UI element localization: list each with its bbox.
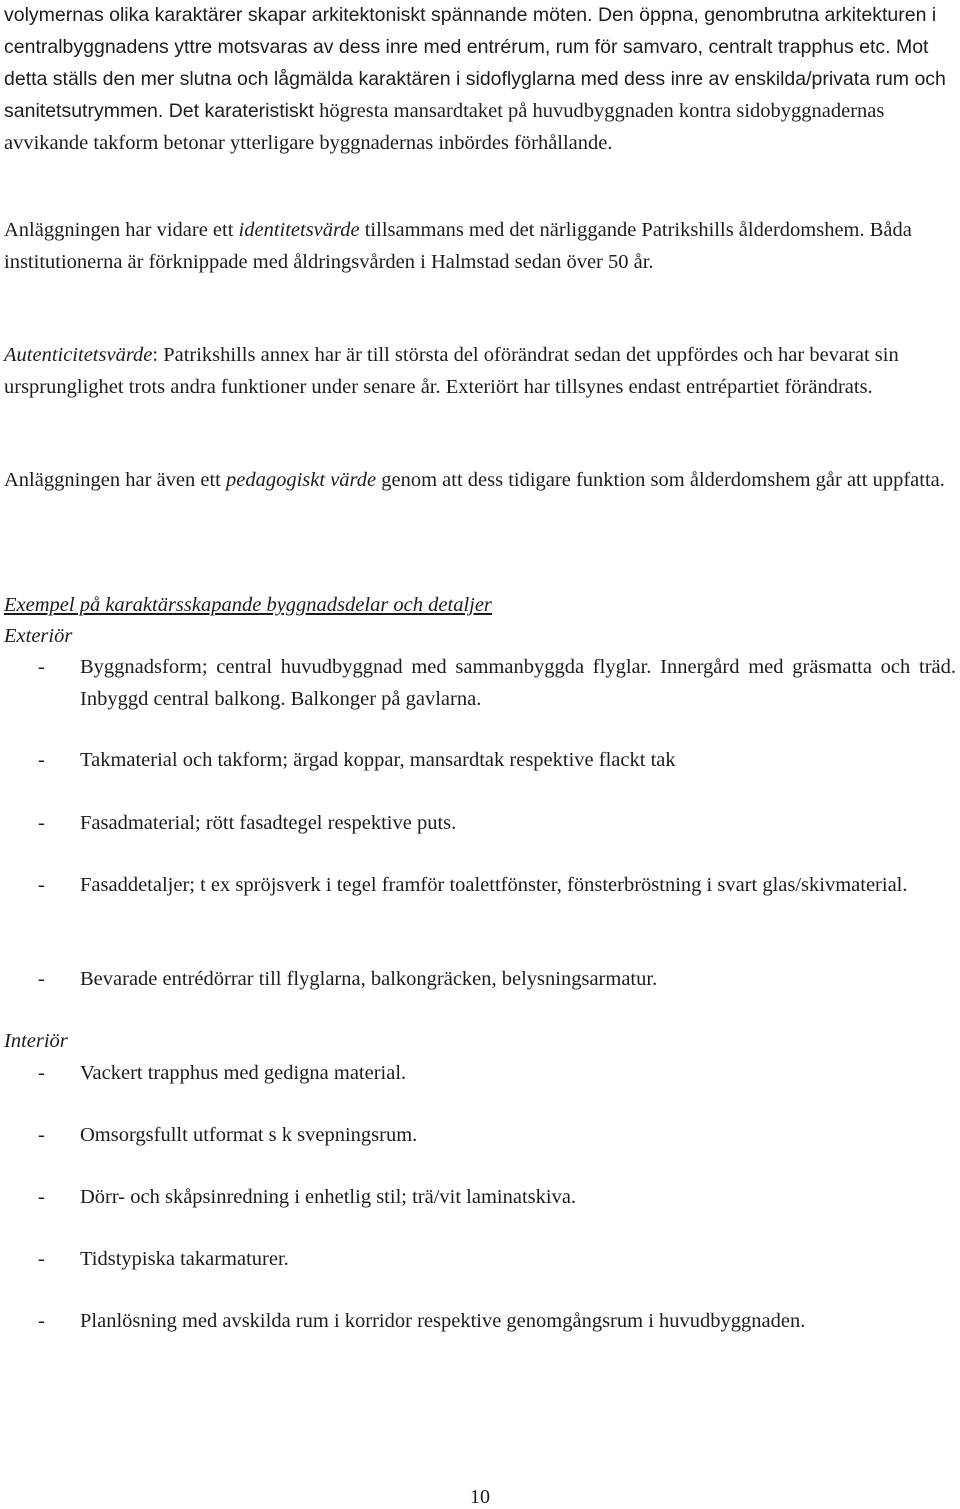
intro-paragraph xyxy=(4,0,956,159)
list-item xyxy=(4,651,956,715)
list-item-text: Bevarade entrédörrar till flyglarna, balkongräcken, belysningsarmatur. xyxy=(80,968,658,990)
list-item-text: Dörr- och skåpsinredning i enhetlig stil; trä/vit laminatskiva. xyxy=(80,1186,577,1208)
interior-label: Interiör xyxy=(4,1030,68,1052)
list-dash: - xyxy=(38,749,45,771)
list-dash: - xyxy=(38,656,45,678)
identity-paragraph xyxy=(4,214,956,278)
list-item xyxy=(4,869,956,901)
list-item xyxy=(4,1181,956,1213)
list-dash: - xyxy=(38,1062,45,1084)
pedagogic-text-before: Anläggningen har även ett xyxy=(4,469,227,491)
pedagogic-text-after: genom att dess tidigare funktion som ålderdomshem går att uppfatta. xyxy=(376,469,945,491)
identity-text-before: Anläggningen har vidare ett xyxy=(4,219,239,241)
list-dash: - xyxy=(38,812,45,834)
list-item-text: Takmaterial och takform; ärgad koppar, mansardtak respektive flackt tak xyxy=(80,749,676,771)
list-item xyxy=(4,744,956,776)
exterior-label: Exteriör xyxy=(4,625,73,647)
intro-serif-text: högresta mansardtaket på huvudbyggnaden kontra sidobyggnadernas avvikande takform betonar ytterligare byggnadernas inbördes förhållande. xyxy=(4,100,885,154)
list-item xyxy=(4,1243,956,1275)
authenticity-paragraph xyxy=(4,339,956,403)
list-dash: - xyxy=(38,1248,45,1270)
examples-heading: Exempel på karaktärsskapande byggnadsdelar och detaljer xyxy=(4,594,492,616)
list-item xyxy=(4,963,956,995)
list-dash: - xyxy=(38,1310,45,1332)
list-dash: - xyxy=(38,1124,45,1146)
list-item xyxy=(4,807,956,839)
intro-sans-text: volymernas olika karaktärer skapar arkitektoniskt spännande möten. Den öppna, genombrutna arkitekturen i centralbyggnadens yttre motsvaras av dess inre med entrérum, rum för samvaro, centralt trapphus etc. Mot detta ställs den mer slutna och lågmälda karaktären i sidoflyglarna med dess inre av enskilda/privata rum och sanitetsutrymmen. Det karateristiskt xyxy=(4,4,946,122)
identity-term: identitetsvärde xyxy=(238,219,360,241)
list-item-text: Fasaddetaljer; t ex spröjsverk i tegel framför toalettfönster, fönsterbröstning i svart glas/skivmaterial. xyxy=(80,874,908,896)
identity-text-after: tillsammans med det närliggande Patrikshills ålderdomshem. Båda institutionerna är förknippade med åldringsvården i Halmstad sedan över 50 år. xyxy=(4,219,912,273)
list-item-text: Byggnadsform; central huvudbyggnad med sammanbyggda flyglar. Innergård med gräsmatta och träd. Inbyggd central balkong. Balkonger på gavlarna. xyxy=(80,656,956,710)
list-item-text: Omsorgsfullt utformat s k svepningsrum. xyxy=(80,1124,418,1146)
list-dash: - xyxy=(38,968,45,990)
authenticity-text: : Patrikshills annex har är till största del oförändrat sedan det uppfördes och har bevarat sin ursprunglighet trots andra funktioner under senare år. Exteriört har tillsynes endast entrépartiet förändrats. xyxy=(4,344,899,398)
authenticity-term: Autenticitetsvärde xyxy=(4,344,153,366)
list-item xyxy=(4,1119,956,1151)
pedagogic-term: pedagogiskt värde xyxy=(226,469,377,491)
list-item-text: Vackert trapphus med gedigna material. xyxy=(80,1062,407,1084)
list-dash: - xyxy=(38,1186,45,1208)
list-item-text: Tidstypiska takarmaturer. xyxy=(80,1248,289,1270)
list-item-text: Planlösning med avskilda rum i korridor respektive genomgångsrum i huvudbyggnaden. xyxy=(80,1310,806,1332)
list-item xyxy=(4,1057,956,1089)
list-dash: - xyxy=(38,874,45,896)
pedagogic-paragraph xyxy=(4,464,945,496)
list-item-text: Fasadmaterial; rött fasadtegel respektive puts. xyxy=(80,812,457,834)
page-number: 10 xyxy=(470,1486,490,1508)
list-item xyxy=(4,1305,956,1337)
